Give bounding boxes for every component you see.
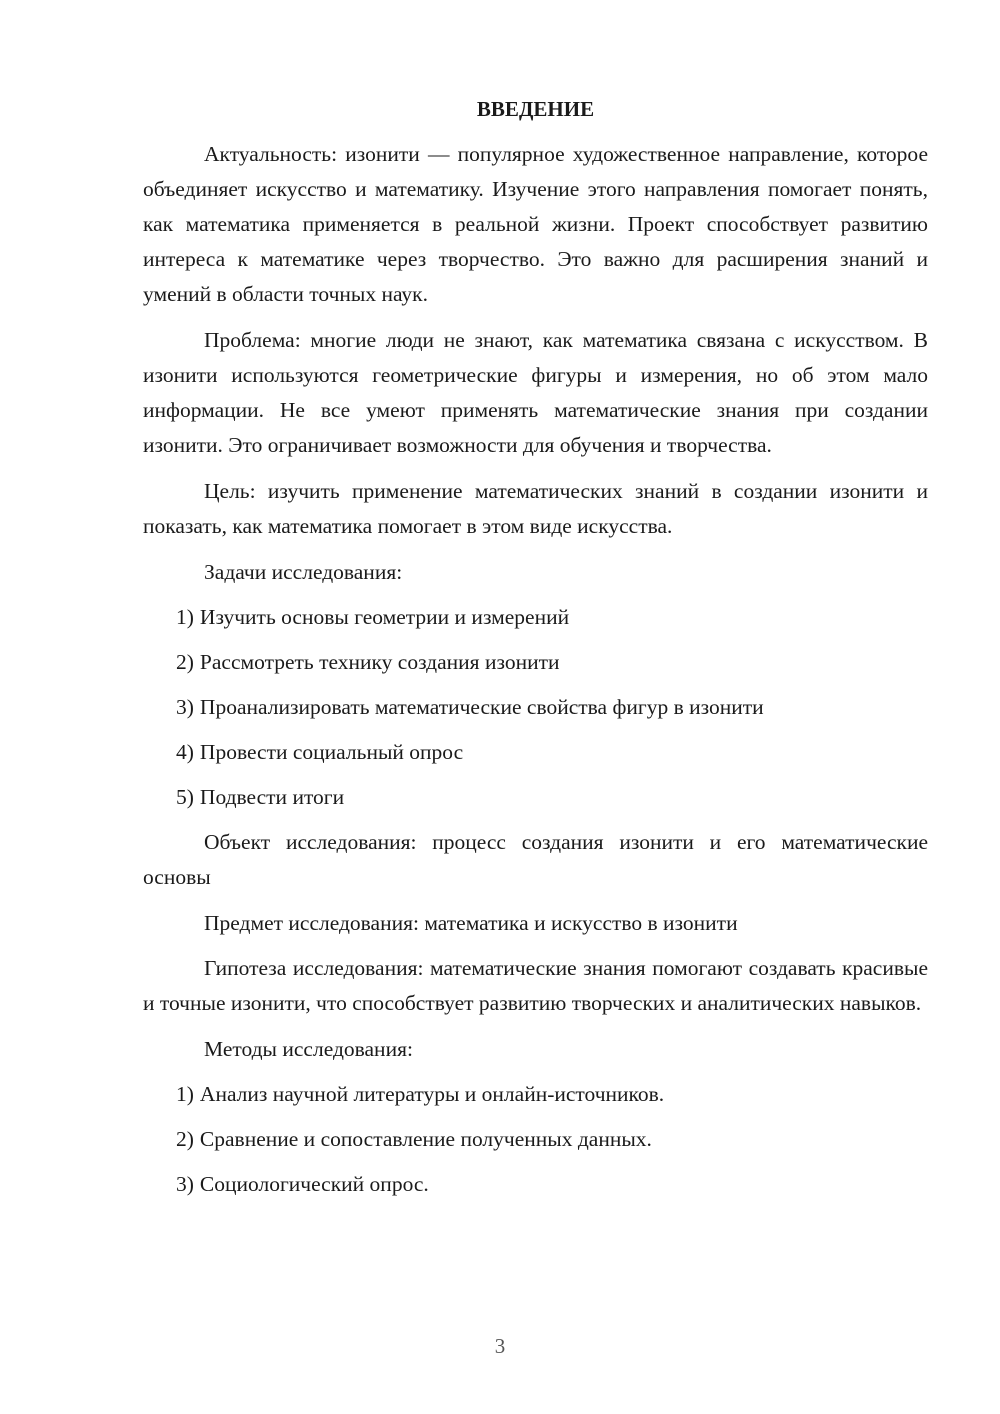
goal-paragraph: Цель: изучить применение математических знаний в создании изонити и показать, как математика помогает в этом виде искусства. (143, 479, 928, 538)
list-item-number: 4) (176, 740, 194, 764)
list-item (143, 1167, 928, 1202)
page-title: ВВЕДЕНИЕ (476, 97, 595, 121)
document-page (143, 92, 928, 1212)
tasks-list (143, 600, 928, 815)
page-number: 3 (494, 1334, 506, 1358)
list-item-number: 1) (176, 1082, 194, 1106)
list-item-text: Провести социальный опрос (199, 740, 464, 764)
list-item-text: Проанализировать математические свойства фигур в изонити (199, 695, 764, 719)
problem-paragraph: Проблема: многие люди не знают, как математика связана с искусством. В изонити используются геометрические фигуры и измерения, но об этом мало информации. Не все умеют применять математические знания при создании изонити. Это ограничивает возможности для обучения и творчества. (143, 328, 928, 457)
list-item (143, 1077, 928, 1112)
object-paragraph: Объект исследования: процесс создания изонити и его математические основы (143, 830, 928, 889)
list-item (143, 645, 928, 680)
list-item-text: Рассмотреть технику создания изонити (199, 650, 560, 674)
list-item-text: Подвести итоги (199, 785, 345, 809)
relevance-paragraph: Актуальность: изонити — популярное художественное направление, которое объединяет искусство и математику. Изучение этого направления помогает понять, как математика применяется в реальной жизни. Проект способствует развитию интереса к математике через творчество. Это важно для расширения знаний и умений в области точных наук. (143, 142, 928, 306)
subject-paragraph: Предмет исследования: математика и искусство в изонити (204, 911, 738, 935)
list-item-text: Изучить основы геометрии и измерений (199, 605, 570, 629)
list-item (143, 1122, 928, 1157)
list-item-number: 3) (176, 695, 194, 719)
list-item-number: 2) (176, 1127, 194, 1151)
hypothesis-paragraph: Гипотеза исследования: математические знания помогают создавать красивые и точные изонити, что способствует развитию творческих и аналитических навыков. (143, 956, 928, 1015)
list-item-number: 5) (176, 785, 194, 809)
list-item-number: 3) (176, 1172, 194, 1196)
list-item (143, 735, 928, 770)
methods-list (143, 1077, 928, 1202)
list-item-text: Анализ научной литературы и онлайн-источников. (199, 1082, 665, 1106)
tasks-heading: Задачи исследования: (204, 560, 403, 584)
list-item-number: 2) (176, 650, 194, 674)
list-item (143, 600, 928, 635)
methods-heading: Методы исследования: (204, 1037, 413, 1061)
list-item (143, 690, 928, 725)
list-item-text: Сравнение и сопоставление полученных данных. (199, 1127, 652, 1151)
list-item (143, 780, 928, 815)
list-item-text: Социологический опрос. (199, 1172, 429, 1196)
list-item-number: 1) (176, 605, 194, 629)
